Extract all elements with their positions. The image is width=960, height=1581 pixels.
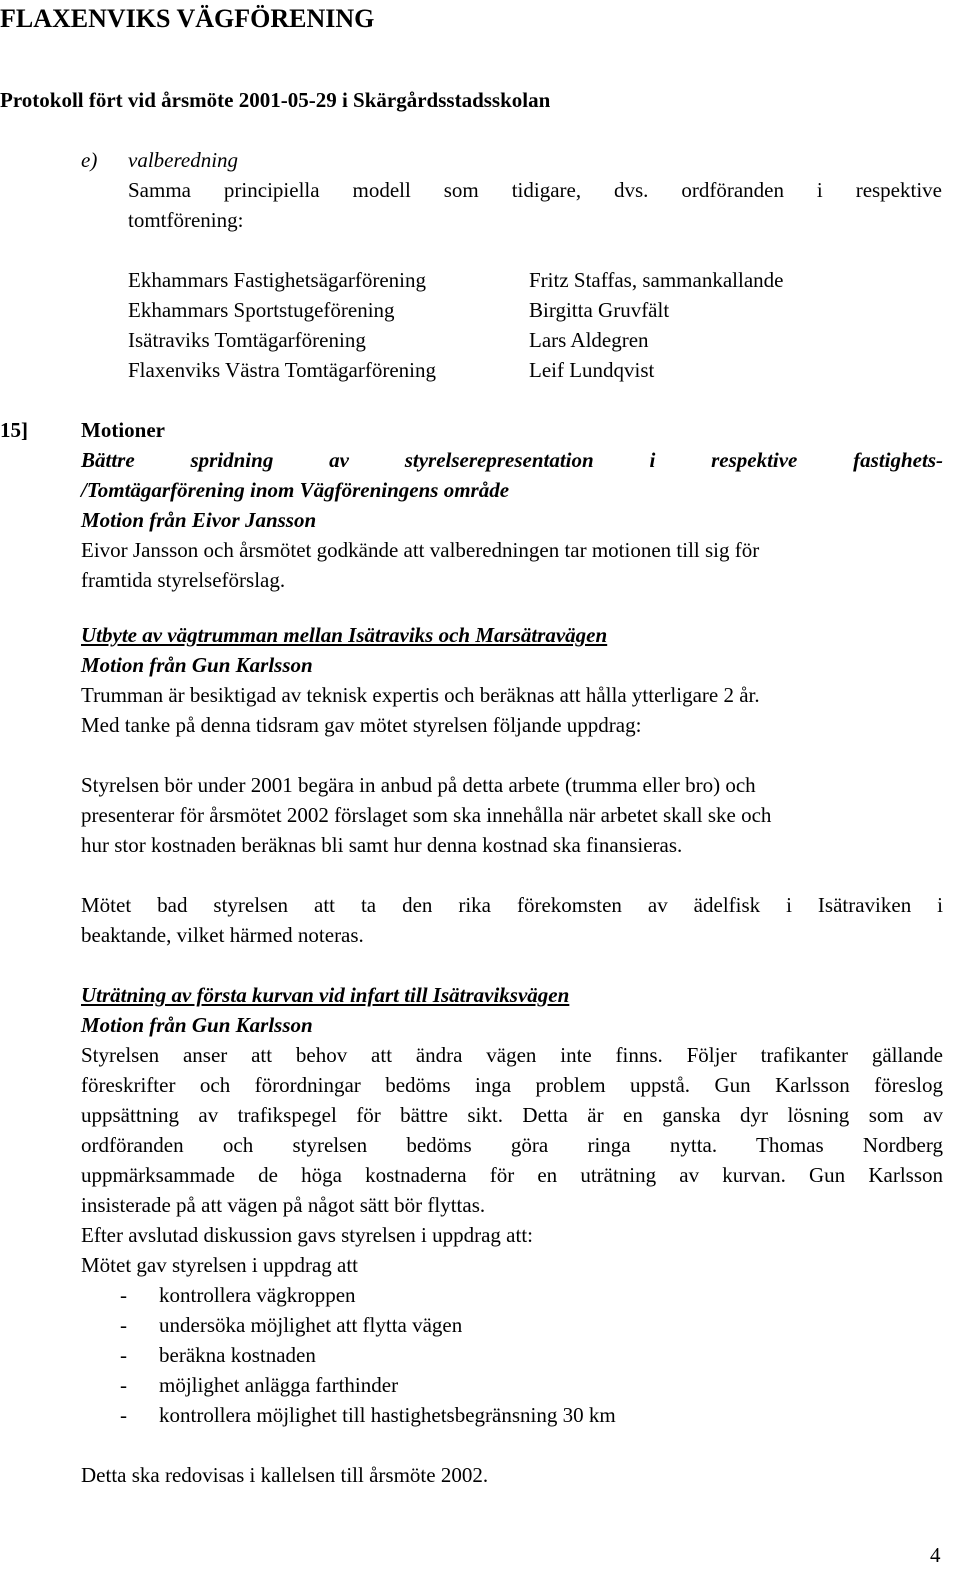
motion2-note-cont: beaktande, vilket härmed noteras. [81,923,364,947]
committee-person: Fritz Staffas, sammankallande [529,268,784,292]
motion3-text-line: uppsättning av trafikspegel för bättre sikt. Detta är en ganska dyr lösning som av [81,1103,943,1127]
motion3-author: Motion från Gun Karlsson [81,1013,313,1037]
list-item: kontrollera möjlighet till hastighetsbegränsning 30 km [159,1403,616,1427]
list-bullet: - [120,1313,127,1337]
motion3-text-line: insisterade på att vägen på något sätt bör flyttas. [81,1193,486,1217]
list-item: möjlighet anlägga farthinder [159,1373,399,1397]
motion2-author: Motion från Gun Karlsson [81,653,313,677]
motion3-text-line: ordföranden och styrelsen bedöms göra ringa nytta. Thomas Nordberg [81,1133,943,1157]
committee-person: Leif Lundqvist [529,358,655,382]
committee-association: Ekhammars Fastighetsägarförening [128,268,426,292]
committee-association: Ekhammars Sportstugeförening [128,298,395,322]
section-e-heading: valberedning [128,148,239,172]
section-e-text-cont: tomtförening: [128,208,244,232]
committee-person: Birgitta Gruvfält [529,298,670,322]
motion1-title-cont: /Tomtägarförening inom Vägföreningens område [81,478,510,502]
section-15-title: Motioner [81,418,165,442]
motion2-title: Utbyte av vägtrumman mellan Isätraviks och Marsätravägen [81,623,608,647]
motion2-paragraph: Styrelsen bör under 2001 begära in anbud på detta arbete (trumma eller bro) och [81,773,756,797]
motion3-text-line: Styrelsen anser att behov att ändra vägen inte finns. Följer trafikanter gällande [81,1043,943,1067]
section-e-label: e) [81,148,98,172]
motion2-note: Mötet bad styrelsen att ta den rika förekomsten av ädelfisk i Isätraviken i [81,893,943,917]
motion1-author: Motion från Eivor Jansson [81,508,317,532]
committee-person: Lars Aldegren [529,328,649,352]
motion1-text-cont: framtida styrelseförslag. [81,568,286,592]
motion3-text-line: föreskrifter och förordningar bedöms inga problem uppstå. Gun Karlsson föreslog [81,1073,943,1097]
committee-association: Flaxenviks Västra Tomtägarförening [128,358,437,382]
motion2-paragraph: hur stor kostnaden beräknas bli samt hur denna kostnad ska finansieras. [81,833,683,857]
motion3-assignment-intro: Mötet gav styrelsen i uppdrag att [81,1253,359,1277]
motion1-text: Eivor Jansson och årsmötet godkände att valberedningen tar motionen till sig för [81,538,760,562]
list-item: kontrollera vägkroppen [159,1283,356,1307]
document-title: FLAXENVIKS VÄGFÖRENING [0,4,375,33]
motion2-paragraph: presenterar för årsmötet 2002 förslaget som ska innehålla när arbetet skall ske och [81,803,772,827]
section-15-number: 15] [0,418,28,442]
list-bullet: - [120,1373,127,1397]
list-item: undersöka möjlighet att flytta vägen [159,1313,463,1337]
document-subtitle: Protokoll fört vid årsmöte 2001-05-29 i Skärgårdsstadsskolan [0,88,551,112]
motion3-closing: Detta ska redovisas i kallelsen till årsmöte 2002. [81,1463,489,1487]
page-number: 4 [930,1543,941,1567]
committee-association: Isätraviks Tomtägarförening [128,328,366,352]
motion3-after-discussion: Efter avslutad diskussion gavs styrelsen i uppdrag att: [81,1223,534,1247]
motion3-title: Uträtning av första kurvan vid infart till Isätraviksvägen [81,983,570,1007]
motion3-text-line: uppmärksammade de höga kostnaderna för en uträtning av kurvan. Gun Karlsson [81,1163,943,1187]
motion2-text: Trumman är besiktigad av teknisk expertis och beräknas att hålla ytterligare 2 år. [81,683,760,707]
motion2-text-cont: Med tanke på denna tidsram gav mötet styrelsen följande uppdrag: [81,713,642,737]
list-item: beräkna kostnaden [159,1343,316,1367]
list-bullet: - [120,1343,127,1367]
section-e-text: Samma principiella modell som tidigare, dvs. ordföranden i respektive [128,178,942,202]
list-bullet: - [120,1283,127,1307]
list-bullet: - [120,1403,127,1427]
motion1-title: Bättre spridning av styrelserepresentation i respektive fastighets- [81,448,943,472]
